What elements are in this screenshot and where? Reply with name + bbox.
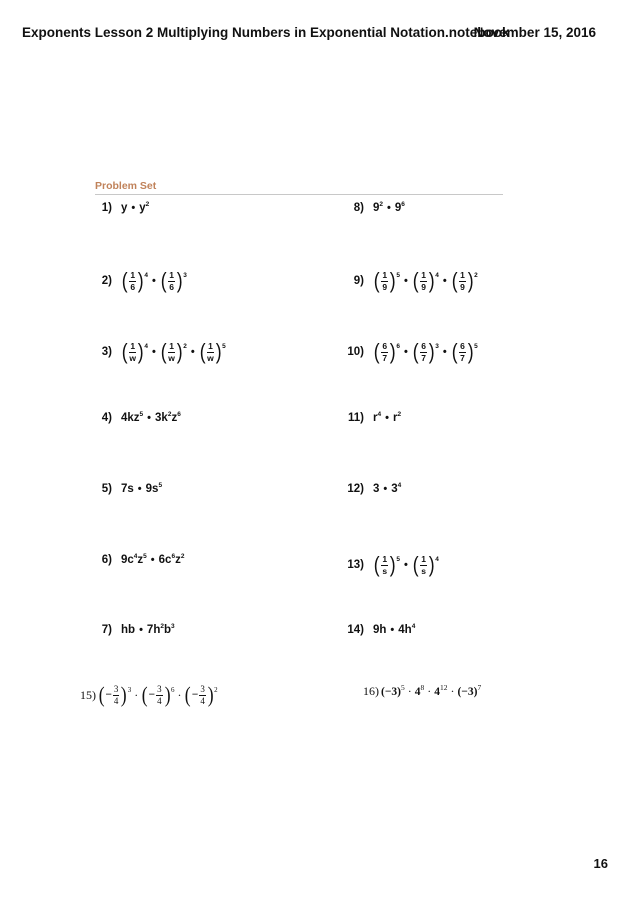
multiply-dot: •	[152, 275, 156, 287]
multiply-dot: •	[404, 275, 408, 287]
term: $4^{12}$	[434, 682, 448, 698]
multiply-dot: •	[150, 554, 155, 566]
problem-number: 11)	[348, 412, 364, 424]
multiply-dot: •	[387, 202, 391, 214]
term: $y^2$	[139, 201, 150, 214]
term: $r^4$	[373, 411, 382, 424]
problem-number: 13)	[347, 559, 364, 571]
multiply-dot: •	[385, 412, 389, 424]
problem-number: 14)	[347, 624, 364, 636]
term: $3^4$	[391, 482, 402, 495]
problem-12	[330, 483, 401, 495]
problem-number: 10)	[347, 346, 364, 358]
multiply-dot: •	[442, 275, 447, 287]
problem-6	[78, 554, 184, 566]
fraction-power: ( $\frac{1}{w}$ ) 5	[199, 339, 226, 364]
term: $7h^2b^3$	[146, 623, 175, 636]
term: $4h^4$	[398, 623, 416, 636]
problem-set-heading: Problem Set	[95, 180, 157, 192]
problem-number: 3)	[101, 346, 112, 358]
fraction-power: ( − $\frac{3}{4}$ ) 3	[98, 682, 132, 707]
term: $9s^5$	[145, 482, 163, 495]
fraction-power: ( $\frac{1}{s}$ ) 5	[373, 552, 401, 577]
term: 9h	[373, 624, 387, 636]
multiply-dot: ·	[134, 687, 139, 702]
problem-number: 5)	[101, 483, 112, 495]
problem-expression	[381, 684, 481, 699]
problem-expression	[121, 270, 187, 292]
notebook-date: November 15, 2016	[473, 25, 596, 40]
multiply-dot: •	[442, 346, 447, 358]
page-number: 16	[593, 856, 608, 871]
fraction-power: ( $\frac{1}{w}$ ) 2	[160, 339, 187, 364]
term: $6c^6z^2$	[158, 553, 185, 566]
fraction-power: ( $\frac{1}{9}$ ) 4	[412, 268, 439, 293]
problem-expression	[373, 341, 478, 363]
problem-expression	[121, 202, 149, 214]
problem-11	[330, 412, 401, 424]
multiply-dot: •	[152, 346, 156, 358]
fraction-power: ( − $\frac{3}{4}$ ) 2	[185, 682, 218, 707]
term: 3	[373, 483, 380, 495]
problem-number: 12)	[347, 483, 364, 495]
term: $4kz^5$	[121, 411, 144, 424]
fraction-power: ( $\frac{1}{9}$ ) 2	[451, 268, 478, 293]
multiply-dot: •	[404, 559, 408, 571]
problem-7	[78, 624, 175, 636]
fraction-power: ( $\frac{1}{6}$ ) 3	[160, 268, 187, 293]
multiply-dot: ·	[177, 687, 182, 702]
notebook-title: Exponents Lesson 2 Multiplying Numbers in Exponential Notation.notebook	[22, 25, 510, 40]
problem-9	[330, 270, 478, 292]
problem-number: 9)	[353, 275, 364, 287]
multiply-dot: ·	[407, 684, 412, 698]
term: $3k^2z^6$	[155, 411, 181, 424]
problem-number: 1)	[101, 202, 112, 214]
problem-number: 4)	[101, 412, 112, 424]
problem-number: 7)	[101, 624, 112, 636]
problem-expression	[373, 554, 439, 576]
problem-expression	[373, 270, 478, 292]
problem-expression	[121, 483, 162, 495]
problem-number: 15)	[80, 687, 96, 702]
multiply-dot: •	[147, 412, 152, 424]
problem-expression	[373, 483, 401, 495]
multiply-dot: •	[390, 624, 395, 636]
term: $r^2$	[392, 411, 402, 424]
term: $9^2$	[373, 201, 384, 214]
problem-expression	[121, 624, 175, 636]
fraction-power: ( $\frac{1}{s}$ ) 4	[412, 552, 439, 577]
problem-expression	[121, 412, 181, 424]
multiply-dot: ·	[450, 684, 455, 698]
multiply-dot: •	[131, 202, 136, 214]
term: $4^8$	[414, 682, 425, 698]
problem-8	[330, 202, 405, 214]
problem-expression	[121, 554, 184, 566]
problem-expression	[373, 202, 405, 214]
multiply-dot: ·	[427, 684, 432, 698]
problem-expression	[373, 412, 401, 424]
term: y	[121, 202, 128, 214]
multiply-dot: •	[190, 346, 195, 358]
problem-2	[78, 270, 187, 292]
problem-14	[330, 624, 415, 636]
heading-divider	[95, 194, 503, 195]
problem-expression	[98, 684, 218, 706]
term: hb	[121, 624, 136, 636]
fraction-power: ( $\frac{6}{7}$ ) 5	[451, 339, 478, 364]
problem-3	[78, 341, 226, 363]
fraction-power: ( $\frac{1}{w}$ ) 4	[121, 339, 149, 364]
term: $(-3)^5$	[381, 682, 405, 698]
fraction-power: ( $\frac{1}{6}$ ) 4	[121, 268, 149, 293]
multiply-dot: •	[139, 624, 143, 636]
term: $9c^4z^5$	[121, 553, 147, 566]
fraction-power: ( − $\frac{3}{4}$ ) 6	[141, 682, 175, 707]
fraction-power: ( $\frac{6}{7}$ ) 6	[373, 339, 401, 364]
fraction-power: ( $\frac{1}{9}$ ) 5	[373, 268, 401, 293]
fraction-power: ( $\frac{6}{7}$ ) 3	[412, 339, 439, 364]
problem-10	[330, 341, 478, 363]
problem-number: 16)	[363, 684, 379, 698]
multiply-dot: •	[137, 483, 142, 495]
problem-4	[78, 412, 181, 424]
problem-13	[330, 554, 439, 576]
term: 7s	[121, 483, 134, 495]
term: $9^6$	[394, 201, 405, 214]
problem-5	[78, 483, 162, 495]
problem-1	[78, 202, 149, 214]
problem-expression	[121, 341, 226, 363]
problem-15	[80, 684, 218, 706]
multiply-dot: •	[383, 483, 388, 495]
problem-expression	[373, 624, 415, 636]
multiply-dot: •	[404, 346, 408, 358]
problem-number: 6)	[101, 554, 112, 566]
problem-16	[363, 684, 481, 699]
problem-number: 8)	[353, 202, 364, 214]
term: $(-3)^7$	[457, 682, 482, 698]
problem-number: 2)	[101, 275, 112, 287]
